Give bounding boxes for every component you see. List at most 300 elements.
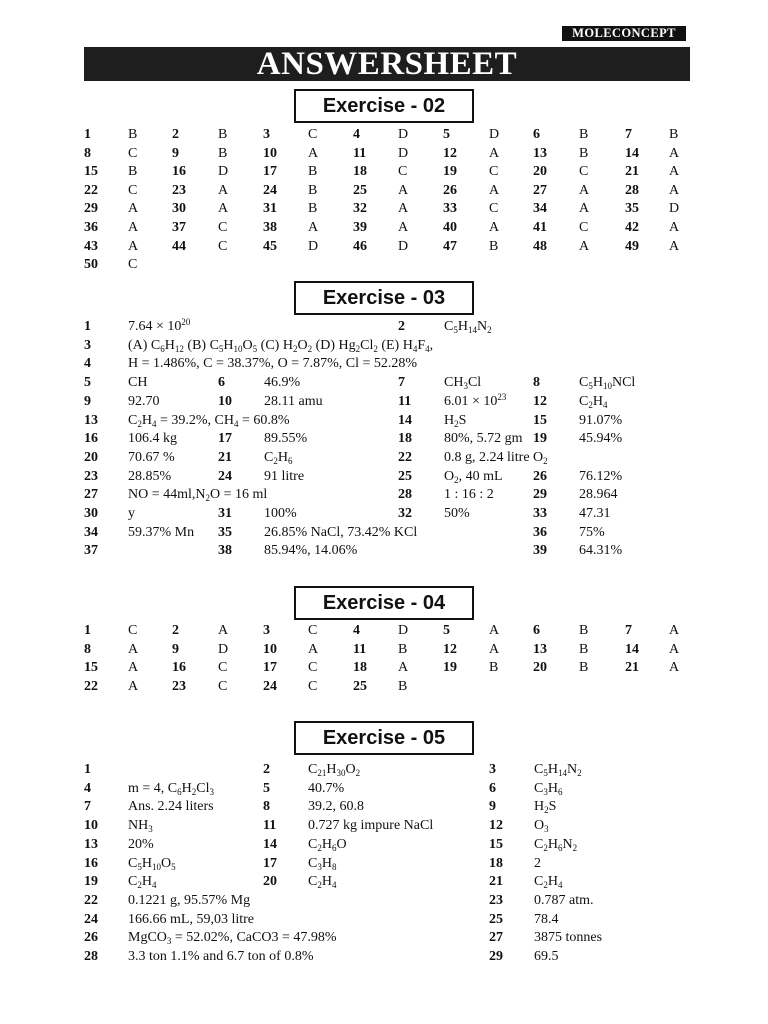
answer-value: C: [128, 182, 138, 198]
answer-value: C: [489, 201, 499, 217]
question-number: 22: [84, 182, 98, 198]
answer-row: [0, 411, 768, 430]
question-number: 8: [84, 145, 91, 161]
answer-value: A: [489, 641, 500, 657]
question-number: 17: [263, 164, 277, 180]
answer-row: [0, 835, 768, 854]
question-number: 8: [533, 375, 540, 391]
answer-value: D: [218, 641, 229, 657]
answer-value: B: [579, 623, 589, 638]
question-number: 42: [625, 220, 639, 235]
answer-value: A: [579, 238, 590, 254]
question-number: 1: [84, 623, 91, 638]
answer-value: B: [398, 678, 408, 694]
question-number: 26: [84, 930, 98, 946]
answer-row: [0, 779, 768, 798]
question-number: 25: [398, 468, 412, 484]
question-number: 30: [84, 506, 98, 521]
answer-value: C: [218, 238, 228, 254]
question-number: 32: [353, 201, 367, 217]
answer-value: C: [579, 220, 589, 235]
answer-value: B: [579, 127, 589, 142]
question-number: 8: [84, 641, 91, 657]
question-number: 22: [84, 678, 98, 694]
answer-row: [0, 640, 768, 659]
answer-value: A: [489, 220, 500, 235]
question-number: 13: [84, 836, 98, 852]
answer-row: [0, 621, 768, 640]
question-number: 2: [398, 319, 405, 334]
question-number: 24: [84, 911, 98, 927]
exercise-03-title: Exercise - 03: [294, 281, 474, 315]
answer-value: $C_3H_8$: [308, 855, 337, 872]
question-number: 20: [263, 874, 277, 890]
question-number: 20: [84, 449, 98, 465]
question-number: 35: [218, 524, 232, 540]
answer-value: 70.67 %: [128, 449, 175, 465]
answer-value: 20%: [128, 836, 154, 852]
answer-value: A: [308, 220, 319, 235]
question-number: 21: [625, 164, 639, 180]
question-number: 15: [489, 836, 503, 852]
question-number: 9: [172, 641, 179, 657]
question-number: 36: [533, 524, 547, 540]
question-number: 44: [172, 238, 186, 254]
question-number: 26: [533, 468, 547, 484]
question-number: 17: [218, 431, 232, 447]
answer-value: $CH_3Cl$: [444, 375, 482, 392]
question-number: 26: [443, 182, 457, 198]
answer-row: [0, 541, 768, 560]
answer-value: A: [579, 182, 590, 198]
answer-value: A: [308, 145, 319, 161]
question-number: 28: [84, 949, 98, 964]
answer-value: $C_2H_4$: [579, 393, 608, 410]
answer-value: 3.3 ton 1.1% and 6.7 ton of 0.8%: [128, 949, 314, 964]
question-number: 23: [172, 678, 186, 694]
answer-value: B: [398, 641, 408, 657]
question-number: 25: [353, 678, 367, 694]
question-number: 4: [353, 127, 360, 142]
question-number: 12: [489, 818, 503, 834]
question-number: 27: [533, 182, 547, 198]
answer-value: C: [579, 164, 589, 180]
question-number: 10: [263, 145, 277, 161]
answer-row: [0, 797, 768, 816]
answer-value: C: [308, 660, 318, 676]
question-number: 6: [533, 127, 540, 142]
answer-row: [0, 255, 768, 274]
question-number: 15: [533, 412, 547, 428]
answer-value: 85.94%, 14.06%: [264, 543, 358, 559]
answer-value: $6.01 \times 10^{23}$: [444, 391, 507, 409]
answer-row: [0, 485, 768, 504]
question-number: 14: [263, 836, 277, 852]
question-number: 14: [625, 145, 639, 161]
answer-value: 47.31: [579, 506, 611, 521]
question-number: 1: [84, 127, 91, 142]
exercise-05-title: Exercise - 05: [294, 721, 474, 755]
answer-row: [0, 237, 768, 256]
question-number: 1: [84, 319, 91, 334]
question-number: 43: [84, 238, 98, 254]
question-number: 24: [263, 678, 277, 694]
question-number: 7: [398, 375, 405, 391]
question-number: 4: [353, 623, 360, 638]
question-number: 18: [398, 431, 412, 447]
answer-value: A: [579, 201, 590, 217]
answer-value: C: [489, 164, 499, 180]
answer-value: B: [218, 127, 228, 142]
question-number: 19: [533, 431, 547, 447]
answer-value: B: [308, 201, 318, 217]
question-number: 23: [489, 892, 503, 908]
question-number: 21: [625, 660, 639, 676]
question-number: 47: [443, 238, 457, 254]
answer-value: $C_5H_{10}O_5$: [128, 855, 176, 872]
page-title: ANSWERSHEET: [84, 47, 690, 81]
question-number: 22: [398, 449, 412, 465]
question-number: 29: [489, 949, 503, 964]
answer-row: [0, 854, 768, 873]
answer-value: Ans. 2.24 liters: [128, 799, 214, 815]
answer-value: NO = $44ml,N_2O = 16$ ml: [128, 487, 268, 504]
question-number: 25: [489, 911, 503, 927]
answer-row: [0, 891, 768, 910]
question-number: 50: [84, 257, 98, 273]
answer-value: A: [218, 201, 229, 217]
answer-value: B: [489, 238, 499, 254]
answer-value: 0.1221 g, 95.57% Mg: [128, 892, 251, 908]
answer-value: $NH_3$: [128, 818, 153, 835]
answer-value: A: [128, 238, 139, 254]
answer-row: [0, 467, 768, 486]
answer-value: (A) $C_6H_{12}$ (B) $C_5H_{10}O_5$ (C) $H_2O_2$ (D) $Hg_2Cl_2$ (E) $H_4F_4$,: [128, 337, 434, 354]
question-number: 9: [172, 145, 179, 161]
question-number: 30: [172, 201, 186, 217]
question-number: 3: [263, 127, 270, 142]
question-number: 2: [172, 623, 179, 638]
answer-value: D: [398, 238, 409, 254]
answer-value: A: [308, 641, 319, 657]
question-number: 16: [84, 855, 98, 871]
question-number: 17: [263, 855, 277, 871]
answer-value: A: [218, 623, 229, 638]
answer-value: D: [398, 623, 409, 638]
answer-value: 26.85% NaCl, 73.42% KCl: [264, 524, 418, 540]
answer-value: 28.964: [579, 487, 618, 503]
answer-value: 40.7%: [308, 780, 345, 796]
answer-value: $C_2H_6$: [264, 449, 293, 466]
answer-row: [0, 392, 768, 411]
question-number: 27: [84, 487, 98, 503]
answer-value: A: [128, 660, 139, 676]
answer-row: [0, 218, 768, 237]
question-number: 34: [533, 201, 547, 217]
answer-value: A: [669, 238, 680, 254]
question-number: 39: [533, 543, 547, 559]
answer-value: 0.787 atm.: [534, 892, 594, 908]
question-number: 40: [443, 220, 457, 235]
exercise-04-title: Exercise - 04: [294, 586, 474, 620]
question-number: 45: [263, 238, 277, 254]
answer-value: $C_2H_4 = 39.2\%$, $CH_4 = 60.8\%$: [128, 412, 290, 429]
answer-value: 91 litre: [264, 468, 305, 484]
answer-value: m = 4, $C_6H_2Cl_3$: [128, 780, 214, 797]
answer-value: 1 : 16 : 2: [444, 487, 494, 503]
answer-value: $C_5H_{10}NCl$: [579, 375, 636, 392]
answer-value: 80%, 5.72 gm: [444, 431, 523, 447]
question-number: 21: [218, 449, 232, 465]
answer-row: [0, 523, 768, 542]
question-number: 11: [353, 145, 367, 161]
answer-value: D: [398, 127, 409, 142]
question-number: 21: [489, 874, 503, 890]
answer-value: A: [669, 623, 680, 638]
exercise-02-title: Exercise - 02: [294, 89, 474, 123]
question-number: 17: [263, 660, 277, 676]
question-number: 18: [353, 660, 367, 676]
question-number: 13: [533, 145, 547, 161]
answer-value: 69.5: [534, 949, 559, 964]
question-number: 7: [84, 799, 91, 815]
answer-value: MgCO$_3$ = 52.02%, CaCO3 = 47.98%: [128, 930, 337, 947]
question-number: 20: [533, 660, 547, 676]
question-number: 11: [263, 818, 277, 834]
answer-row: [0, 429, 768, 448]
question-number: 6: [533, 623, 540, 638]
answer-value: $C_{21}H_{30}O_2$: [308, 762, 361, 778]
question-number: 3: [263, 623, 270, 638]
question-number: 25: [353, 182, 367, 198]
question-number: 9: [489, 799, 496, 815]
question-number: 12: [533, 393, 547, 409]
answer-value: 78.4: [534, 911, 559, 927]
answer-value: 76.12%: [579, 468, 623, 484]
answer-value: D: [308, 238, 319, 254]
question-number: 10: [263, 641, 277, 657]
answer-value: A: [128, 678, 139, 694]
answer-value: C: [128, 145, 138, 161]
answer-value: C: [308, 623, 318, 638]
brand-label: MOLECONCEPT: [562, 26, 686, 41]
answer-value: 3875 tonnes: [534, 930, 603, 946]
question-number: 7: [625, 623, 632, 638]
answer-value: 100%: [264, 506, 297, 521]
answer-value: B: [669, 127, 679, 142]
question-number: 20: [533, 164, 547, 180]
answer-value: C: [398, 164, 408, 180]
answer-value: 0.727 kg impure NaCl: [308, 818, 434, 834]
answer-value: 64.31%: [579, 543, 623, 559]
question-number: 28: [398, 487, 412, 503]
question-number: 16: [172, 164, 186, 180]
answer-row: [0, 947, 768, 966]
answer-value: 28.85%: [128, 468, 172, 484]
answer-value: A: [128, 201, 139, 217]
answer-row: [0, 928, 768, 947]
answer-value: 92.70: [128, 393, 160, 409]
answer-value: D: [489, 127, 500, 142]
answer-value: $C_2H_4$: [128, 874, 157, 891]
answer-value: A: [669, 641, 680, 657]
answer-value: A: [489, 182, 500, 198]
answer-row: [0, 317, 768, 336]
answer-value: C: [308, 678, 318, 694]
answer-value: $H_2S$: [444, 412, 467, 429]
question-number: 29: [84, 201, 98, 217]
question-number: 10: [84, 818, 98, 834]
question-number: 35: [625, 201, 639, 217]
question-number: 31: [263, 201, 277, 217]
question-number: 8: [263, 799, 270, 815]
answer-value: 75%: [579, 524, 605, 540]
answer-value: 39.2, 60.8: [308, 799, 364, 815]
answer-row: [0, 658, 768, 677]
question-number: 6: [218, 375, 225, 391]
question-number: 33: [443, 201, 457, 217]
answer-value: B: [128, 164, 138, 180]
answer-value: C: [308, 127, 318, 142]
answer-value: B: [218, 145, 228, 161]
answer-value: 28.11 amu: [264, 393, 323, 409]
question-number: 37: [172, 220, 186, 235]
question-number: 15: [84, 660, 98, 676]
answer-value: C: [218, 220, 228, 235]
answer-value: $C_2H_4$: [534, 874, 563, 891]
answer-value: 89.55%: [264, 431, 308, 447]
answer-value: A: [398, 182, 409, 198]
question-number: 2: [172, 127, 179, 142]
answer-row: [0, 910, 768, 929]
question-number: 5: [443, 623, 450, 638]
question-number: 19: [84, 874, 98, 890]
answer-value: 59.37% Mn: [128, 524, 195, 540]
answer-value: B: [308, 182, 318, 198]
question-number: 5: [84, 375, 91, 391]
answer-value: 106.4 kg: [128, 431, 177, 447]
answer-value: D: [669, 201, 680, 217]
answer-row: [0, 199, 768, 218]
answer-value: CH: [128, 375, 148, 391]
answer-row: [0, 125, 768, 144]
answer-value: D: [398, 145, 409, 161]
answer-value: $C_2H_6O$: [308, 836, 347, 853]
question-number: 5: [443, 127, 450, 142]
answer-value: B: [579, 641, 589, 657]
answer-row: [0, 162, 768, 181]
answer-value: A: [669, 145, 680, 161]
answer-row: [0, 354, 768, 373]
answer-value: $C_2H_4$: [308, 874, 337, 891]
answer-value: 91.07%: [579, 412, 623, 428]
question-number: 14: [398, 412, 412, 428]
answer-value: A: [398, 201, 409, 217]
answer-value: B: [489, 660, 499, 676]
question-number: 27: [489, 930, 503, 946]
question-number: 18: [489, 855, 503, 871]
answer-row: [0, 504, 768, 523]
question-number: 49: [625, 238, 639, 254]
question-number: 11: [353, 641, 367, 657]
question-number: 16: [172, 660, 186, 676]
question-number: 14: [625, 641, 639, 657]
question-number: 22: [84, 892, 98, 908]
answer-value: C: [218, 660, 228, 676]
answer-row: [0, 144, 768, 163]
question-number: 38: [218, 543, 232, 559]
answer-value: B: [128, 127, 138, 142]
question-number: 4: [84, 356, 91, 372]
answer-value: 50%: [444, 506, 470, 521]
answer-value: $C_3H_6$: [534, 780, 563, 797]
answer-value: 0.8 g, 2.24 litre $O_2$: [444, 449, 548, 466]
answer-row: [0, 872, 768, 891]
answer-value: A: [489, 623, 500, 638]
question-number: 36: [84, 220, 98, 235]
question-number: 34: [84, 524, 98, 540]
answer-value: C: [128, 257, 138, 273]
question-number: 6: [489, 780, 496, 796]
question-number: 23: [172, 182, 186, 198]
answer-row: [0, 373, 768, 392]
question-number: 15: [84, 164, 98, 180]
question-number: 11: [398, 393, 412, 409]
answer-value: $O_3$: [534, 818, 549, 835]
question-number: 19: [443, 164, 457, 180]
answer-value: C: [218, 678, 228, 694]
question-number: 3: [489, 762, 496, 777]
question-number: 33: [533, 506, 547, 521]
answer-value: H = 1.486%, C = 38.37%, O = 7.87%, Cl = 52.28%: [128, 356, 418, 372]
answer-value: A: [218, 182, 229, 198]
answer-value: B: [579, 145, 589, 161]
question-number: 28: [625, 182, 639, 198]
answer-value: $7.64 \times 10^{20}$: [128, 317, 191, 334]
answer-value: B: [308, 164, 318, 180]
question-number: 38: [263, 220, 277, 235]
question-number: 13: [84, 412, 98, 428]
question-number: 4: [84, 780, 91, 796]
question-number: 24: [218, 468, 232, 484]
question-number: 31: [218, 506, 232, 521]
question-number: 12: [443, 641, 457, 657]
answer-value: A: [489, 145, 500, 161]
answer-row: [0, 760, 768, 779]
answer-value: $C_2H_6N_2$: [534, 836, 578, 853]
question-number: 16: [84, 431, 98, 447]
question-number: 5: [263, 780, 270, 796]
question-number: 46: [353, 238, 367, 254]
answer-value: B: [579, 660, 589, 676]
question-number: 41: [533, 220, 547, 235]
answer-value: A: [398, 220, 409, 235]
answer-row: [0, 677, 768, 696]
question-number: 9: [84, 393, 91, 409]
answer-value: 46.9%: [264, 375, 301, 391]
question-number: 23: [84, 468, 98, 484]
answer-value: y: [128, 506, 135, 521]
question-number: 32: [398, 506, 412, 521]
question-number: 37: [84, 543, 98, 559]
answer-value: $C_5H_{14}N_2$: [534, 762, 582, 778]
question-number: 12: [443, 145, 457, 161]
answer-value: A: [669, 164, 680, 180]
answer-value: 166.66 mL, 59,03 litre: [128, 911, 254, 927]
answer-value: A: [128, 641, 139, 657]
answer-value: A: [669, 182, 680, 198]
answer-value: A: [398, 660, 409, 676]
